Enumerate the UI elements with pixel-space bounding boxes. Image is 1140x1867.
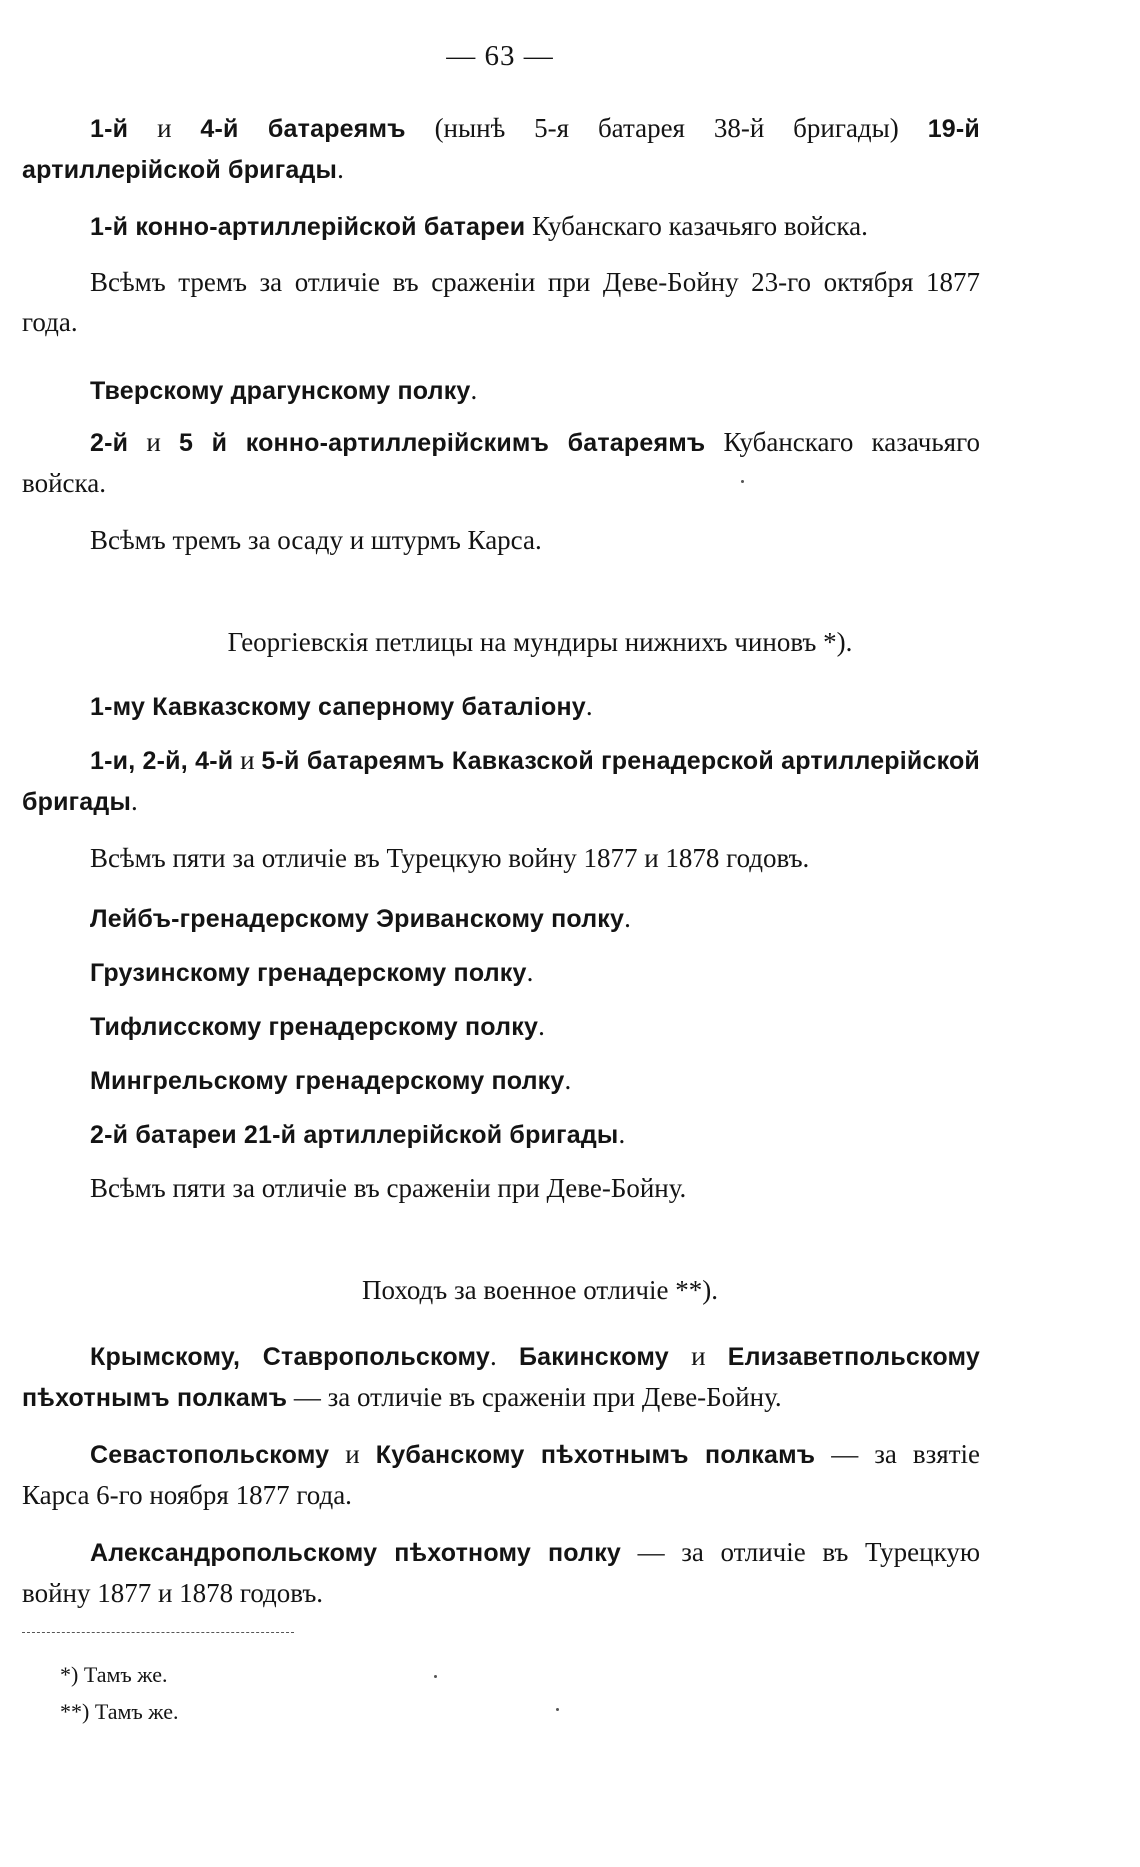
paragraph-kuban-horse-battery: 1-й конно-артиллерійской батареи Кубанскаго казачьяго войска. (90, 211, 868, 241)
paragraph-tver-dragoons: Тверскому драгунскому полку. (90, 375, 478, 405)
paragraph-kuban-horse-batteries: 2-й и 5 й конно-артиллерійскимъ батареямъ Кубанскаго казачьяго войска. (22, 427, 980, 498)
paragraph-deve-boynu-five: Всѣмъ пяти за отличіе въ сраженіи при Деве-Бойну. (90, 1173, 687, 1203)
paragraph-erivan-regiment: Лейбъ-гренадерскому Эриванскому полку. (90, 903, 631, 933)
paragraph-grenadier-artillery: 1-и, 2-й, 4-й и 5-й батареямъ Кавказской гренадерской артиллерійской бригады. (22, 745, 981, 816)
paragraph-21st-brigade-battery: 2-й батареи 21-й артиллерійской бригады. (90, 1119, 626, 1149)
footnote-separator (22, 1632, 294, 1633)
paragraph-georgian-regiment: Грузинскому гренадерскому полку. (90, 957, 534, 987)
paragraph-mingrelian-regiment: Мингрельскому гренадерскому полку. (90, 1065, 572, 1095)
paragraph-batteries-19th-brigade: 1-й и 4-й батареямъ (нынѣ 5-я батарея 38-й бригады) 19-й артиллерійской бригады. (22, 113, 980, 184)
paragraph-kars-siege: Всѣмъ тремъ за осаду и штурмъ Карса. (90, 525, 542, 555)
page-number: — 63 — (446, 40, 554, 72)
paragraph-deve-boynu-distinction: Всѣмъ тремъ за отличіе въ сраженіи при Деве-Бойну 23-го октября 1877 года. (22, 267, 980, 337)
paragraph-turkish-war-distinction: Всѣмъ пяти за отличіе въ Турецкую войну 1877 и 1878 годовъ. (90, 843, 810, 873)
footnote-2: **) Тамъ же. (60, 1699, 179, 1724)
paragraph-sapper-battalion: 1-му Кавказскому саперному баталіону. (90, 691, 593, 721)
paragraph-tiflis-regiment: Тифлисскому гренадерскому полку. (90, 1011, 545, 1041)
paragraph-alexandropol-regiment: Александропольскому пѣхотному полку — за отличіе въ Турецкую войну 1877 и 1878 годовъ. (22, 1537, 980, 1608)
scan-speck (741, 480, 744, 483)
footnote-1: *) Тамъ же. (60, 1662, 168, 1687)
section-heading-march: Походъ за военное отличіе **). (362, 1275, 718, 1305)
paragraph-kars-capture: Севастопольскому и Кубанскому пѣхотнымъ полкамъ — за взятіе Карса 6-го ноября 1877 года. (22, 1439, 980, 1510)
scan-speck (434, 1675, 437, 1678)
scan-speck (556, 1708, 559, 1711)
paragraph-infantry-regiments-deve-boynu: Крымскому, Ставропольскому. Бакинскому и Елизаветпольскому пѣхотнымъ полкамъ — за отличіе въ сраженіи при Деве-Бойну. (22, 1341, 980, 1412)
section-heading-buttonholes: Георгіевскія петлицы на мундиры нижнихъ чиновъ *). (227, 627, 853, 657)
